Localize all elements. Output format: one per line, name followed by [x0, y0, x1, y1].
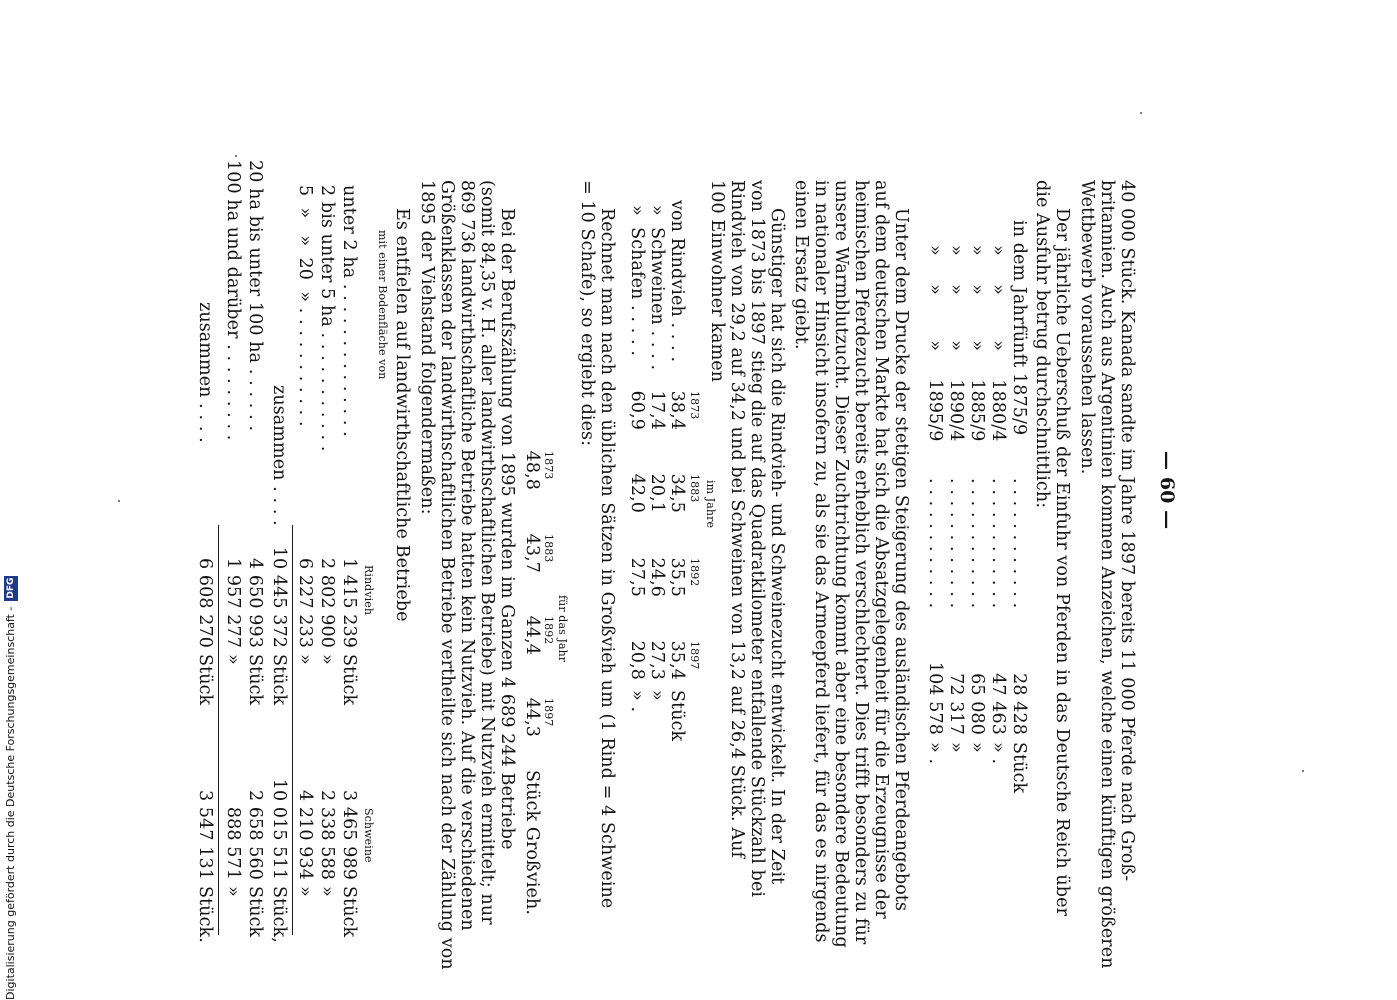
- census-line-2: (somit 84,35 v. H. aller landwirthschaftlichen Betriebe) mit Nutzvieh ermittelt; nur: [477, 180, 497, 925]
- grossvieh-year: 1883: [542, 534, 555, 563]
- pressure-line-1: Unter dem Drucke der stetigen Steigerung des ausländischen Pferdeangebots: [891, 208, 911, 912]
- per100-unit: »: [647, 690, 667, 701]
- size-row-cattle: 2 802 900: [317, 558, 337, 648]
- grossvieh-value: 48,8: [522, 450, 542, 490]
- horse-row-value: 104 578: [925, 661, 945, 735]
- horse-row-dots: . . . . . . . . . . . .: [925, 478, 945, 609]
- per100-value: 34,5: [667, 473, 687, 513]
- per100-year: 1897: [688, 641, 701, 670]
- cattle-line-3: Rindvieh von 29,2 auf 34,2 und bei Schweinen von 13,2 auf 26,4 Stück. Auf: [727, 180, 747, 859]
- horse-row-value: 65 080: [967, 673, 987, 735]
- size-row-pigs-unit: Stück: [339, 886, 359, 938]
- horse-row-value: 72 317: [946, 673, 966, 735]
- grossvieh-value: 43,7: [522, 533, 542, 573]
- sum-rule: [218, 525, 219, 935]
- size-row-cattle-unit: »: [295, 654, 315, 665]
- grossvieh-value: 44,4: [522, 615, 542, 655]
- pressure-line-6: einen Ersatz giebt.: [791, 180, 811, 350]
- size-row-label: unter 2 ha . . . . . . . . . . . . . .: [339, 185, 359, 437]
- size-row-cattle-unit: Stück: [245, 654, 265, 706]
- census-line-1: Bei der Berufszählung von 1895 wurden im Ganzen 4 689 244 Betriebe: [497, 208, 517, 850]
- size-row-pigs: 4 210 934: [295, 790, 315, 880]
- cattle-line-2: von 1873 bis 1897 stieg die auf das Quadratkilometer entfallende Stückzahl bei: [747, 180, 767, 898]
- grossvieh-value: 44,3: [522, 697, 542, 737]
- horse-row-dots: . . . . . . . . . . . .: [967, 478, 987, 609]
- size-row-pigs: 2 338 588: [317, 790, 337, 880]
- size-row-label: 5 » » 20 » . . . . . . . . . . .: [295, 185, 315, 427]
- per100-row-label: » Schafen . . . . .: [627, 205, 647, 357]
- size-row-cattle-unit: »: [223, 654, 243, 665]
- per100-year: 1873: [688, 391, 701, 420]
- per100-value: 60,9: [627, 390, 647, 430]
- table-intro: Es entfielen auf landwirthschaftliche Betriebe: [392, 208, 412, 622]
- per100-value: 24,6: [647, 557, 667, 597]
- digitization-footer: [0, 0, 22, 1000]
- per100-value: 20,8: [627, 640, 647, 680]
- per100-value: 42,0: [627, 473, 647, 513]
- per100-value: 27,5: [627, 557, 647, 597]
- scan-speck: [118, 500, 120, 502]
- scan-speck: [1302, 770, 1304, 772]
- horse-row-value: 47 463: [988, 673, 1008, 735]
- per100-year: 1892: [688, 558, 701, 587]
- census-line-5: 1895 der Viehstand folgendermaßen:: [417, 180, 437, 515]
- table-header-size: mit einer Bodenfläche von: [376, 230, 389, 380]
- per100-value: 35,4: [667, 640, 687, 680]
- total-row-cattle: 6 608 270: [195, 558, 215, 648]
- per100-value: 17,4: [647, 390, 667, 430]
- horse-row-dots: . . . . . . . . . . . .: [946, 478, 966, 609]
- horse-row-label: in dem Jahrfünft 1875/9: [1009, 220, 1029, 436]
- horse-row-dots: . . . . . . . . . . . .: [1009, 478, 1029, 609]
- cattle-line-4: 100 Einwohner kamen: [707, 180, 727, 383]
- size-row-pigs: 888 571: [223, 806, 243, 880]
- grossvieh-year: 1892: [542, 616, 555, 645]
- subtotal-row-cattle: 10 445 372: [269, 546, 289, 648]
- size-row-pigs-unit: Stück: [245, 886, 265, 938]
- cattle-line-1: Günstiger hat sich die Rindvieh- und Schweinezucht entwickelt. In der Zeit: [767, 208, 787, 885]
- horse-row-dots: . . . . . . . . . . . .: [988, 478, 1008, 609]
- horse-row-label: » » » 1885/9: [967, 245, 987, 442]
- size-row-label: 100 ha und darüber . . . . . . . . .: [223, 160, 243, 441]
- conversion-line-2: = 10 Schafe), so ergiebt dies:: [577, 180, 597, 447]
- surplus-intro-line-2: die Ausfuhr betrug durchschnittlich:: [1032, 180, 1052, 509]
- intro-line-1: 40 000 Stück. Kanada sandte im Jahre 1897 bereits 11 000 Pferde nach Groß-: [1117, 180, 1137, 882]
- pressure-line-5: in nationaler Hinsicht insofern zu, als sie das Armeepferd liefert, für das es nirgends: [811, 180, 831, 943]
- dfg-logo: DFG: [6, 577, 16, 599]
- intro-line-3: Wettbewerb voraussehen lassen.: [1077, 180, 1097, 475]
- total-row-pigs-unit: Stück.: [195, 886, 215, 943]
- horse-row-unit: »: [967, 742, 987, 753]
- per100-value: 38,4: [667, 390, 687, 430]
- table-header-cattle: Rindvieh: [362, 565, 375, 616]
- per100-value: 27,3: [647, 640, 667, 680]
- size-row-cattle: 4 650 993: [245, 558, 265, 648]
- size-row-cattle-unit: Stück: [339, 654, 359, 706]
- grossvieh-header: für das Jahr: [556, 595, 569, 663]
- horse-row-unit: Stück: [1009, 742, 1029, 794]
- footer-text: Digitalisierung gefördert durch die Deutsche Forschungsgemeinschaft -: [4, 606, 17, 1000]
- size-row-cattle: 6 227 233: [295, 558, 315, 648]
- per100-year: 1883: [688, 474, 701, 503]
- total-row-label: zusammen . . . .: [195, 302, 215, 443]
- scan-speck: [235, 155, 237, 157]
- pressure-line-3: heimischen Pferdezucht bereits erheblich verschlechtert. Dies trifft besonders zu für: [851, 180, 871, 945]
- table-header-pigs: Schweine: [362, 808, 375, 863]
- horse-row-unit: » .: [988, 742, 1008, 765]
- horse-row-label: » » » 1895/9: [925, 245, 945, 442]
- scan-speck: [1140, 112, 1142, 114]
- subtotal-row-cattle-unit: Stück: [269, 654, 289, 706]
- grossvieh-unit: Stück Großvieh.: [522, 770, 542, 916]
- total-row-pigs: 3 547 131: [195, 790, 215, 880]
- horse-row-unit: » .: [925, 742, 945, 765]
- page-number: — 60 —: [1156, 451, 1178, 530]
- census-line-3: 869 736 landwirthschaftliche Betriebe hatten kein Nutzvieh. Auf die verschiedenen: [457, 180, 477, 931]
- subtotal-row-pigs-unit: Stück,: [269, 886, 289, 943]
- size-row-cattle-unit: »: [317, 654, 337, 665]
- conversion-line-1: Rechnet man nach den üblichen Sätzen in Großvieh um (1 Rind = 4 Schweine: [597, 208, 617, 909]
- per100-row-label: von Rindvieh . . . .: [667, 200, 687, 363]
- size-row-pigs: 3 465 989: [339, 790, 359, 880]
- sum-rule: [292, 525, 293, 935]
- surplus-intro-line-1: Der jährliche Ueberschuß der Einfuhr von Pferden in das Deutsche Reich über: [1052, 208, 1072, 917]
- pressure-line-4: unsere Warmblutzucht. Dieser Zuchtrichtung kommt aber eine besondere Bedeutung: [831, 180, 851, 948]
- size-row-label: 20 ha bis unter 100 ha . . . . . .: [245, 160, 265, 432]
- size-row-label: 2 bis unter 5 ha . . . . . . . . . . .: [317, 185, 337, 452]
- census-line-4: Größenklassen der landwirthschaftlichen Betriebe vertheilte sich nach der Zählung von: [437, 180, 457, 970]
- subtotal-row-label: zusammen . . . .: [269, 385, 289, 526]
- per100-row-label: » Schweinen . . . .: [647, 205, 667, 371]
- size-row-cattle: 1 957 277: [223, 558, 243, 648]
- horse-row-label: » » » 1880/4: [988, 245, 1008, 442]
- per100-header: im Jahre: [704, 480, 717, 529]
- horse-row-unit: »: [946, 742, 966, 753]
- size-row-pigs-unit: »: [223, 886, 243, 897]
- size-row-pigs-unit: »: [295, 886, 315, 897]
- size-row-cattle: 1 415 239: [339, 558, 359, 648]
- horse-row-label: » » » 1890/4: [946, 245, 966, 442]
- intro-line-2: britannien. Auch aus Argentinien kommen Anzeichen, welche einen künftigen größeren: [1097, 180, 1117, 969]
- size-row-pigs-unit: »: [317, 886, 337, 897]
- grossvieh-year: 1873: [542, 451, 555, 480]
- grossvieh-year: 1897: [542, 698, 555, 727]
- per100-unit: » .: [627, 690, 647, 713]
- per100-value: 20,1: [647, 473, 667, 513]
- total-row-cattle-unit: Stück: [195, 654, 215, 706]
- size-row-pigs: 2 658 560: [245, 790, 265, 880]
- pressure-line-2: auf dem deutschen Markte hat sich die Absatzgelegenheit für die Erzeugnisse der: [871, 180, 891, 919]
- per100-value: 35,5: [667, 557, 687, 597]
- per100-unit: Stück: [667, 690, 687, 742]
- horse-row-value: 28 428: [1009, 673, 1029, 735]
- subtotal-row-pigs: 10 015 511: [269, 778, 289, 880]
